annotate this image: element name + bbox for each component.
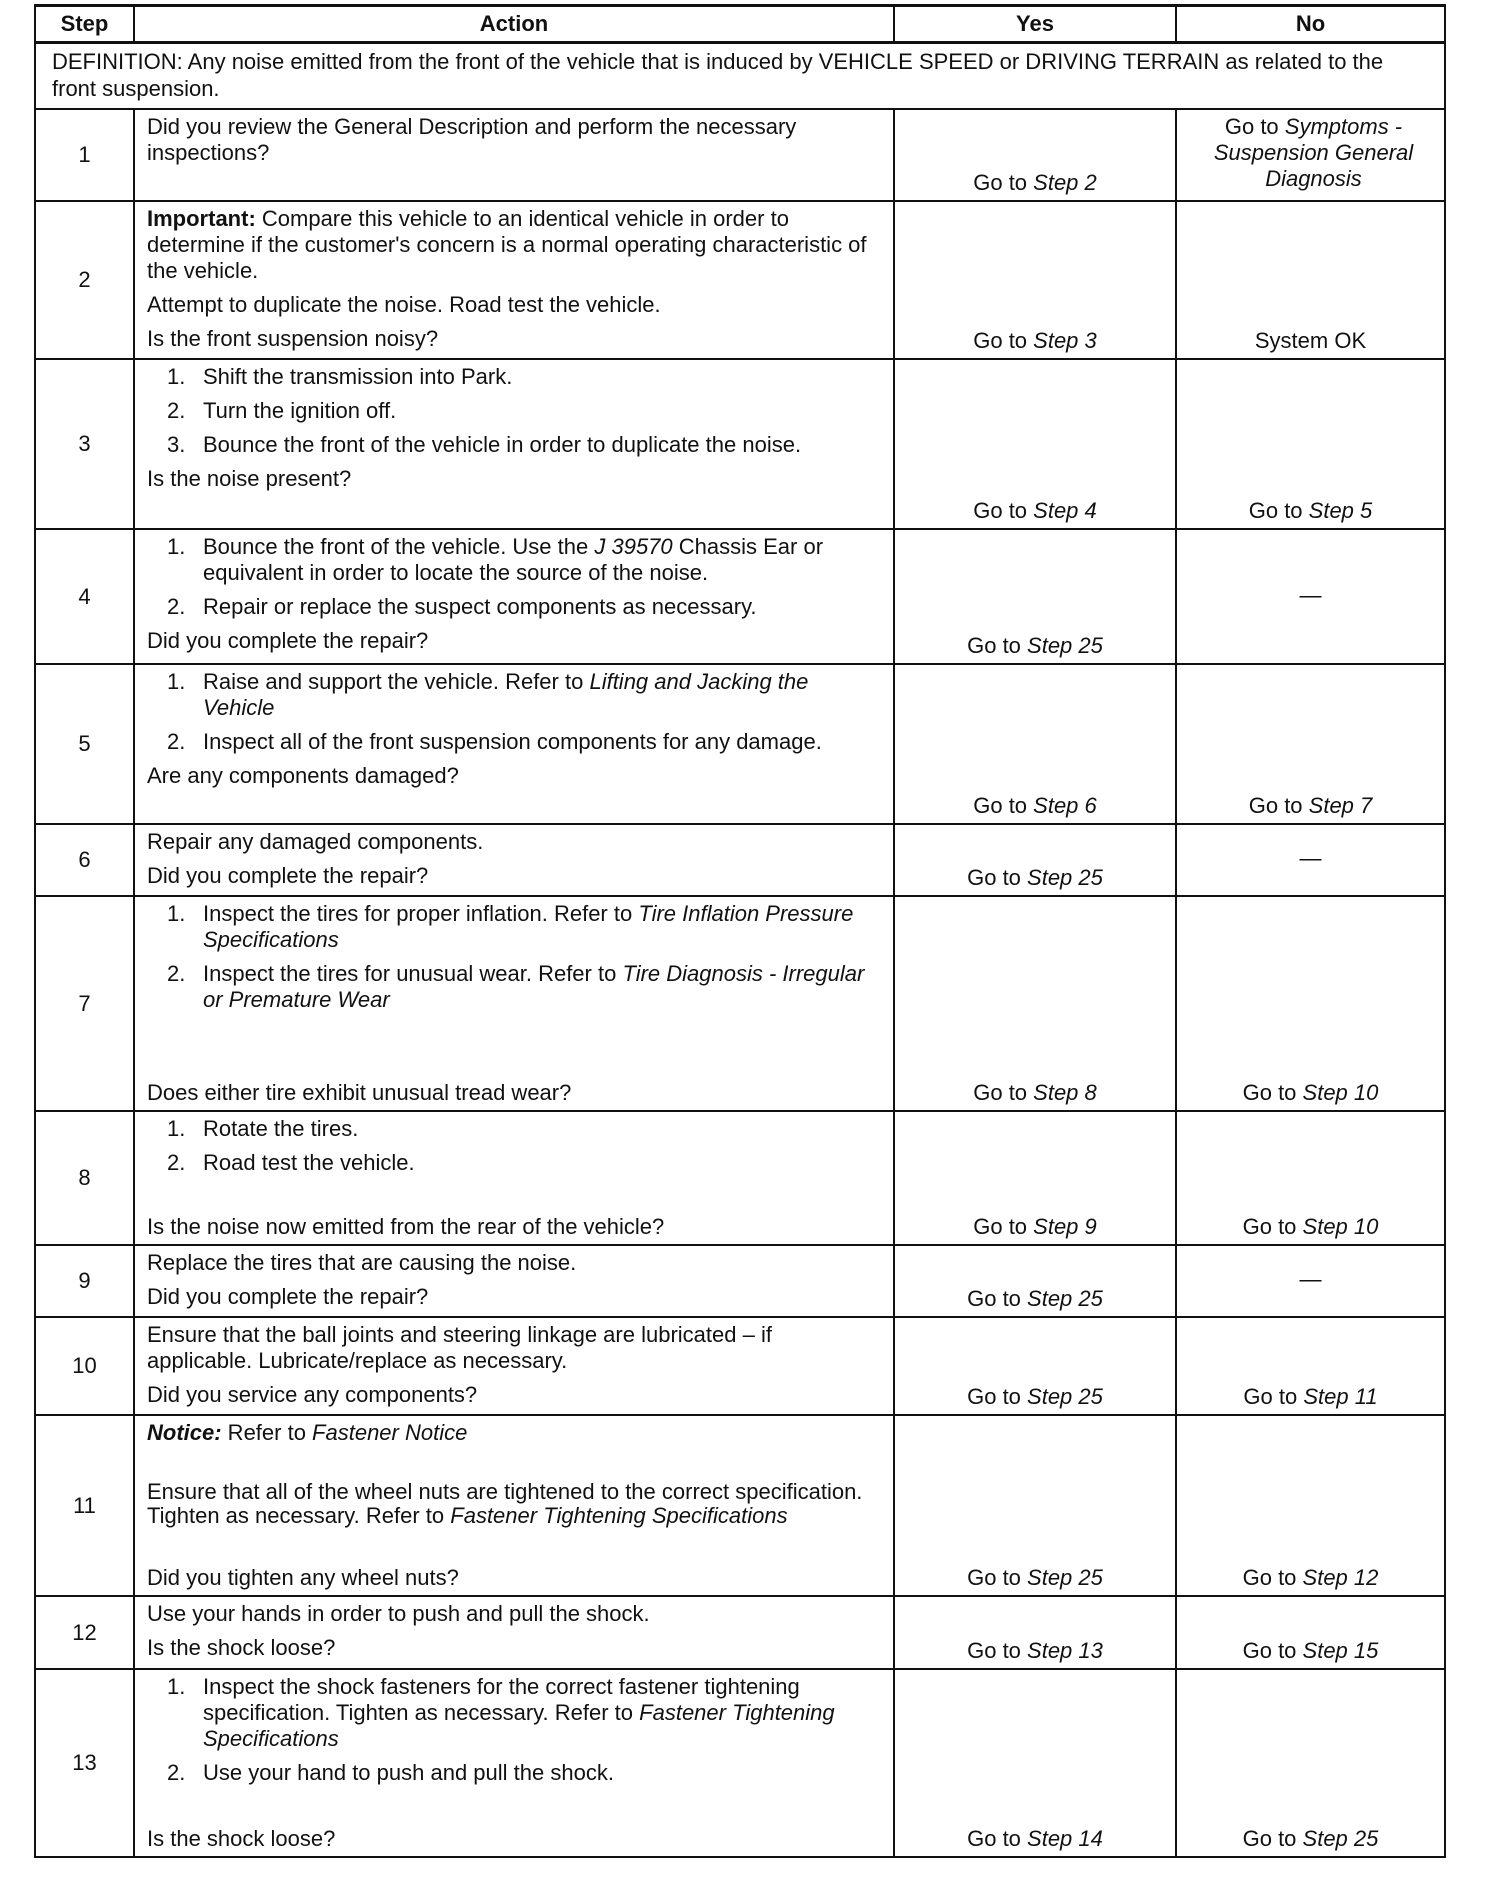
list-item bbox=[147, 669, 883, 721]
yes-answer[interactable] bbox=[895, 170, 1175, 196]
step-link[interactable]: Step 4 bbox=[1033, 498, 1097, 523]
reference-link[interactable]: Tire Diagnosis - Irregular or Premature Wear bbox=[203, 961, 865, 1012]
diagnostic-table-document bbox=[34, 4, 1444, 1858]
yes-prefix: Go to bbox=[973, 1080, 1034, 1105]
action-cell bbox=[134, 109, 894, 201]
yes-prefix: Go to bbox=[973, 1214, 1034, 1239]
table-row bbox=[35, 664, 1445, 824]
yes-answer[interactable] bbox=[895, 1286, 1175, 1312]
reference-link[interactable]: Fastener Tightening Specifications bbox=[203, 1700, 835, 1751]
list-item-text: Bounce the front of the vehicle. Use the bbox=[203, 534, 595, 559]
list-item-text: Repair or replace the suspect components as necessary. bbox=[203, 594, 757, 619]
step-link[interactable]: Step 25 bbox=[1027, 1565, 1103, 1590]
important-note bbox=[147, 206, 883, 284]
step-link[interactable]: Step 2 bbox=[1033, 170, 1097, 195]
list-item-text: Road test the vehicle. bbox=[203, 1150, 415, 1175]
yes-prefix: Go to bbox=[967, 1384, 1028, 1409]
header-action: Action bbox=[134, 6, 894, 43]
action-cell bbox=[134, 201, 894, 359]
no-cell bbox=[1176, 359, 1445, 529]
important-text: Compare this vehicle to an identical vehicle in order to determine if the customer's concern is a normal operating characteristic of the vehicle. bbox=[147, 206, 867, 283]
yes-prefix: Go to bbox=[967, 1826, 1028, 1851]
no-prefix: Go to bbox=[1242, 1080, 1303, 1105]
instruction-list bbox=[147, 1674, 883, 1786]
yes-answer[interactable] bbox=[895, 1638, 1175, 1664]
yes-prefix: Go to bbox=[967, 1286, 1028, 1311]
list-item-text: Inspect all of the front suspension components for any damage. bbox=[203, 729, 822, 754]
step-number: 13 bbox=[35, 1669, 134, 1857]
list-item-text: Raise and support the vehicle. Refer to bbox=[203, 669, 590, 694]
instruction-list bbox=[147, 364, 883, 458]
list-item bbox=[147, 432, 883, 458]
table-row bbox=[35, 1245, 1445, 1317]
yes-answer[interactable] bbox=[895, 633, 1175, 659]
action-cell bbox=[134, 1317, 894, 1415]
action-cell bbox=[134, 1596, 894, 1669]
yes-cell bbox=[894, 201, 1176, 359]
question-text: Did you tighten any wheel nuts? bbox=[147, 1565, 459, 1590]
step-link[interactable]: Step 13 bbox=[1027, 1638, 1103, 1663]
table-row bbox=[35, 529, 1445, 664]
table-row bbox=[35, 1596, 1445, 1669]
yes-answer[interactable] bbox=[895, 328, 1175, 354]
yes-prefix: Go to bbox=[973, 498, 1034, 523]
action-cell bbox=[134, 896, 894, 1111]
no-prefix: Go to bbox=[1243, 1384, 1304, 1409]
step-link[interactable]: Step 25 bbox=[1027, 1384, 1103, 1409]
step-link[interactable]: Step 9 bbox=[1033, 1214, 1097, 1239]
no-answer[interactable] bbox=[1177, 1638, 1444, 1664]
no-cell bbox=[1176, 664, 1445, 824]
no-answer[interactable] bbox=[1177, 1214, 1444, 1240]
table-row bbox=[35, 1669, 1445, 1857]
step-number: 6 bbox=[35, 824, 134, 896]
list-item bbox=[147, 398, 883, 424]
header-step: Step bbox=[35, 6, 134, 43]
step-number: 10 bbox=[35, 1317, 134, 1415]
list-number: 1. bbox=[167, 1116, 186, 1141]
no-prefix: Go to bbox=[1242, 1214, 1303, 1239]
question-text: Did you complete the repair? bbox=[147, 628, 429, 653]
list-item-text: Chassis Ear or equivalent in order to locate the source of the noise. bbox=[203, 534, 824, 585]
action-cell bbox=[134, 664, 894, 824]
no-cell bbox=[1176, 1596, 1445, 1669]
list-item-text: Use your hand to push and pull the shock. bbox=[203, 1760, 614, 1785]
action-text: Repair any damaged components. bbox=[147, 829, 484, 854]
no-answer: — bbox=[1299, 845, 1322, 871]
no-answer[interactable] bbox=[1177, 793, 1444, 819]
action-cell bbox=[134, 1111, 894, 1245]
step-link[interactable]: Step 7 bbox=[1308, 793, 1373, 818]
step-number: 9 bbox=[35, 1245, 134, 1317]
list-number: 3. bbox=[167, 432, 186, 457]
no-answer[interactable] bbox=[1177, 1080, 1444, 1106]
question-text: Did you service any components? bbox=[147, 1382, 478, 1407]
table-row bbox=[35, 1317, 1445, 1415]
no-answer[interactable] bbox=[1177, 1384, 1444, 1410]
no-answer[interactable] bbox=[1177, 1826, 1444, 1852]
question-text: Did you complete the repair? bbox=[147, 863, 429, 888]
header-yes: Yes bbox=[894, 6, 1176, 43]
reference-link[interactable]: Symptoms - Suspension General Diagnosis bbox=[1213, 114, 1414, 191]
list-item bbox=[147, 1674, 883, 1752]
list-item-text: Shift the transmission into Park. bbox=[203, 364, 513, 389]
list-number: 1. bbox=[167, 534, 186, 559]
list-number: 1. bbox=[167, 364, 186, 389]
reference-link[interactable]: Lifting and Jacking the Vehicle bbox=[203, 669, 809, 720]
definition-row bbox=[35, 43, 1445, 110]
yes-answer[interactable] bbox=[895, 1826, 1175, 1852]
reference-link[interactable]: Fastener Notice bbox=[312, 1420, 468, 1445]
list-number: 1. bbox=[167, 669, 186, 694]
yes-cell bbox=[894, 1415, 1176, 1596]
list-item-text: Turn the ignition off. bbox=[203, 398, 397, 423]
step-number: 4 bbox=[35, 529, 134, 664]
action-cell bbox=[134, 359, 894, 529]
list-item-text: Inspect the tires for unusual wear. Refer to bbox=[203, 961, 623, 986]
yes-prefix: Go to bbox=[973, 328, 1034, 353]
list-item-text: Rotate the tires. bbox=[203, 1116, 359, 1141]
no-prefix: Go to bbox=[1242, 1565, 1303, 1590]
notice-label: Notice: bbox=[147, 1420, 222, 1445]
list-item bbox=[147, 534, 883, 586]
notice-note bbox=[147, 1420, 883, 1446]
step-link[interactable]: Step 25 bbox=[1027, 633, 1103, 658]
list-number: 2. bbox=[167, 594, 186, 619]
yes-prefix: Go to bbox=[967, 1565, 1028, 1590]
step-link[interactable]: Step 8 bbox=[1033, 1080, 1097, 1105]
list-number: 2. bbox=[167, 398, 186, 423]
no-cell bbox=[1176, 1317, 1445, 1415]
no-answer[interactable] bbox=[1191, 114, 1436, 192]
step-link[interactable]: Step 10 bbox=[1302, 1080, 1379, 1105]
yes-cell bbox=[894, 529, 1176, 664]
yes-answer[interactable] bbox=[895, 1384, 1175, 1410]
question-text: Does either tire exhibit unusual tread wear? bbox=[147, 1080, 572, 1105]
list-number: 1. bbox=[167, 1674, 186, 1699]
list-item bbox=[147, 1116, 883, 1142]
list-number: 2. bbox=[167, 961, 186, 986]
action-text: Ensure that the ball joints and steering linkage are lubricated – if applicable. Lubricate/replace as necessary. bbox=[147, 1322, 772, 1373]
question-text: Did you complete the repair? bbox=[147, 1284, 429, 1309]
action-cell bbox=[134, 824, 894, 896]
action-text bbox=[147, 1480, 883, 1528]
action-text: Attempt to duplicate the noise. Road test the vehicle. bbox=[147, 292, 661, 317]
yes-prefix: Go to bbox=[973, 170, 1034, 195]
yes-cell bbox=[894, 824, 1176, 896]
list-item bbox=[147, 901, 883, 953]
action-content bbox=[147, 1420, 883, 1591]
no-prefix: Go to bbox=[1242, 1638, 1303, 1663]
action-content bbox=[147, 1674, 883, 1852]
instruction-list bbox=[147, 669, 883, 755]
yes-cell bbox=[894, 896, 1176, 1111]
no-prefix: Go to bbox=[1242, 1826, 1303, 1851]
yes-cell bbox=[894, 1317, 1176, 1415]
step-link[interactable]: Step 14 bbox=[1027, 1826, 1103, 1851]
action-text: Use your hands in order to push and pull the shock. bbox=[147, 1601, 650, 1626]
no-prefix: Go to bbox=[1248, 793, 1309, 818]
instruction-list bbox=[147, 901, 883, 1013]
action-cell bbox=[134, 1669, 894, 1857]
action-content bbox=[147, 1116, 883, 1240]
list-item bbox=[147, 729, 883, 755]
step-number: 11 bbox=[35, 1415, 134, 1596]
list-item bbox=[147, 1760, 883, 1786]
table-row bbox=[35, 1111, 1445, 1245]
list-item bbox=[147, 961, 883, 1013]
no-answer: System OK bbox=[1254, 328, 1367, 353]
action-cell bbox=[134, 1415, 894, 1596]
yes-prefix: Go to bbox=[967, 1638, 1028, 1663]
yes-answer[interactable] bbox=[895, 498, 1175, 524]
question-text: Is the shock loose? bbox=[147, 1635, 336, 1660]
no-cell bbox=[1176, 1111, 1445, 1245]
question-text: Are any components damaged? bbox=[147, 763, 459, 788]
yes-answer[interactable] bbox=[895, 1080, 1175, 1106]
notice-text: Refer to bbox=[221, 1420, 313, 1445]
list-number: 2. bbox=[167, 1150, 186, 1175]
yes-prefix: Go to bbox=[973, 793, 1034, 818]
list-item-text: Inspect the shock fasteners for the correct fastener tightening specification. Tighten as necessary. Refer to bbox=[203, 1674, 800, 1725]
no-cell bbox=[1176, 109, 1445, 201]
list-number: 1. bbox=[167, 901, 186, 926]
no-prefix: Go to bbox=[1248, 498, 1309, 523]
table-row bbox=[35, 896, 1445, 1111]
step-number: 12 bbox=[35, 1596, 134, 1669]
table-row bbox=[35, 201, 1445, 359]
no-cell bbox=[1176, 1669, 1445, 1857]
reference-link[interactable]: Tire Inflation Pressure Specifications bbox=[203, 901, 854, 952]
action-cell bbox=[134, 1245, 894, 1317]
definition-text: DEFINITION: Any noise emitted from the front of the vehicle that is induced by VEHICLE SPEED or DRIVING TERRAIN as related to the front suspension. bbox=[35, 43, 1445, 110]
table-row bbox=[35, 1415, 1445, 1596]
step-link[interactable]: Step 25 bbox=[1027, 865, 1103, 890]
step-number: 5 bbox=[35, 664, 134, 824]
important-label: Important: bbox=[147, 206, 256, 231]
tool-reference: J 39570 bbox=[594, 534, 673, 559]
list-item bbox=[147, 594, 883, 620]
header-no: No bbox=[1176, 6, 1445, 43]
question-text: Is the noise now emitted from the rear of the vehicle? bbox=[147, 1214, 665, 1239]
no-answer: — bbox=[1299, 1266, 1322, 1292]
table-row bbox=[35, 824, 1445, 896]
yes-cell bbox=[894, 664, 1176, 824]
step-link[interactable]: Step 15 bbox=[1302, 1638, 1379, 1663]
yes-cell bbox=[894, 109, 1176, 201]
no-cell bbox=[1176, 529, 1445, 664]
list-number: 2. bbox=[167, 1760, 186, 1785]
yes-prefix: Go to bbox=[967, 865, 1028, 890]
header-row bbox=[35, 6, 1445, 43]
no-cell bbox=[1176, 1245, 1445, 1317]
yes-cell bbox=[894, 359, 1176, 529]
no-answer[interactable] bbox=[1177, 498, 1444, 524]
step-link[interactable]: Step 10 bbox=[1302, 1214, 1379, 1239]
step-number: 7 bbox=[35, 896, 134, 1111]
list-item-text: Inspect the tires for proper inflation. Refer to bbox=[203, 901, 639, 926]
no-cell bbox=[1176, 1415, 1445, 1596]
diagnostic-table bbox=[34, 4, 1446, 1858]
step-number: 2 bbox=[35, 201, 134, 359]
yes-cell bbox=[894, 1596, 1176, 1669]
list-item bbox=[147, 364, 883, 390]
step-link[interactable]: Step 25 bbox=[1027, 1286, 1103, 1311]
table-row bbox=[35, 109, 1445, 201]
action-text: Did you review the General Description and perform the necessary inspections? bbox=[147, 114, 797, 165]
no-cell bbox=[1176, 896, 1445, 1111]
yes-answer[interactable] bbox=[895, 793, 1175, 819]
yes-cell bbox=[894, 1111, 1176, 1245]
yes-cell bbox=[894, 1245, 1176, 1317]
no-answer: — bbox=[1299, 582, 1322, 608]
list-item-text: Bounce the front of the vehicle in order to duplicate the noise. bbox=[203, 432, 802, 457]
no-cell bbox=[1176, 201, 1445, 359]
step-link[interactable]: Step 5 bbox=[1308, 498, 1373, 523]
table-row bbox=[35, 359, 1445, 529]
step-link[interactable]: Step 25 bbox=[1302, 1826, 1379, 1851]
yes-answer[interactable] bbox=[895, 865, 1175, 891]
yes-cell bbox=[894, 1669, 1176, 1857]
yes-answer[interactable] bbox=[895, 1565, 1175, 1591]
action-text: Replace the tires that are causing the noise. bbox=[147, 1250, 577, 1275]
step-link[interactable]: Step 12 bbox=[1302, 1565, 1379, 1590]
no-prefix: Go to bbox=[1224, 114, 1285, 139]
reference-link[interactable]: Fastener Tightening Specifications bbox=[450, 1503, 788, 1528]
action-content bbox=[147, 901, 883, 1106]
step-number: 3 bbox=[35, 359, 134, 529]
action-cell bbox=[134, 529, 894, 664]
instruction-list bbox=[147, 534, 883, 620]
step-link[interactable]: Step 3 bbox=[1033, 328, 1097, 353]
step-link[interactable]: Step 11 bbox=[1303, 1384, 1378, 1409]
action-text-body: Ensure that all of the wheel nuts are tightened to the correct specification. Tighten as necessary. Refer to bbox=[147, 1479, 863, 1528]
no-cell bbox=[1176, 824, 1445, 896]
question-text: Is the front suspension noisy? bbox=[147, 326, 439, 351]
list-number: 2. bbox=[167, 729, 186, 754]
question-text: Is the noise present? bbox=[147, 466, 352, 491]
no-answer[interactable] bbox=[1177, 1565, 1444, 1591]
yes-prefix: Go to bbox=[967, 633, 1028, 658]
step-link[interactable]: Step 6 bbox=[1033, 793, 1097, 818]
step-number: 1 bbox=[35, 109, 134, 201]
list-item bbox=[147, 1150, 883, 1176]
question-text: Is the shock loose? bbox=[147, 1826, 336, 1851]
step-number: 8 bbox=[35, 1111, 134, 1245]
yes-answer[interactable] bbox=[895, 1214, 1175, 1240]
instruction-list bbox=[147, 1116, 883, 1176]
